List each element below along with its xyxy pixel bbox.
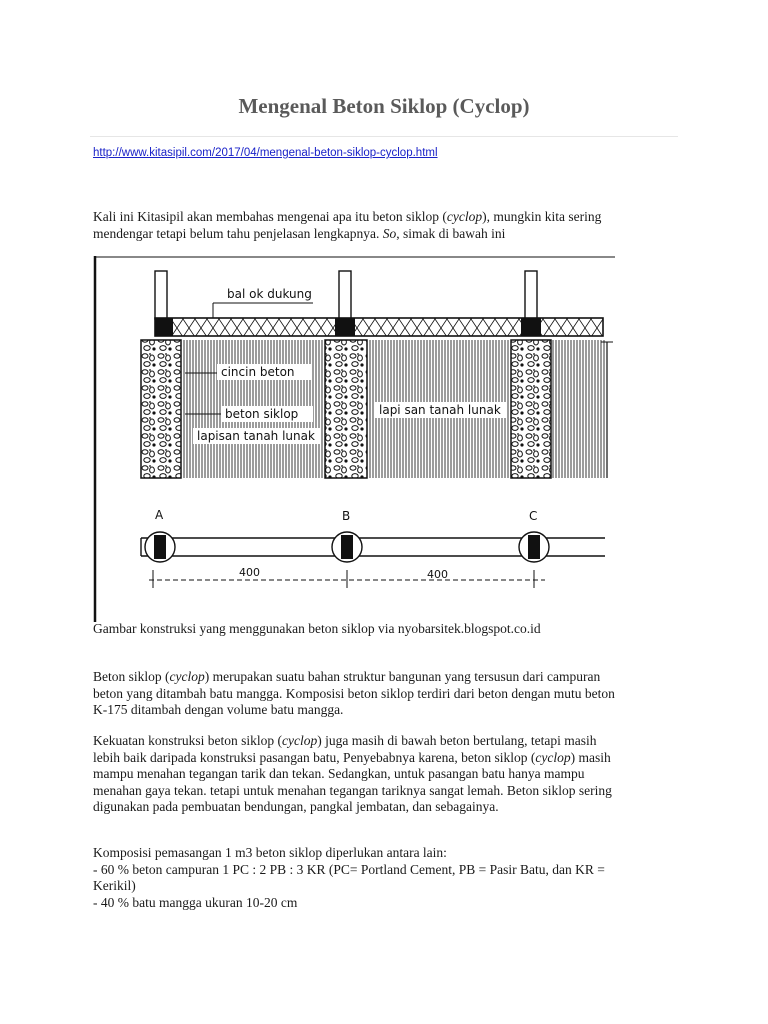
italic-term: cyclop	[169, 669, 205, 684]
label-cincin-beton: cincin beton	[221, 365, 295, 379]
label-point-a: A	[155, 508, 164, 522]
paragraph-text: ) masih	[570, 749, 611, 765]
construction-diagram	[93, 256, 617, 622]
label-beton-siklop: beton siklop	[225, 407, 299, 421]
label-lapisan-tanah-lunak-right: lapi san tanah lunak	[379, 403, 501, 417]
title-divider	[90, 136, 678, 137]
paragraph-text: Kekuatan konstruksi beton siklop (	[93, 733, 282, 748]
intro-text: Kali ini Kitasipil akan membahas mengenai apa itu beton siklop (	[93, 209, 447, 224]
support-posts	[155, 271, 537, 319]
composition-heading: Komposisi pemasangan 1 m3 beton siklop diperlukan antara lain:	[93, 845, 447, 860]
paragraph-text: mampu menahan tegangan tarik dan tekan. Sedangkan, untuk pasangan batu hanya mampu	[93, 766, 585, 781]
composition-list	[93, 862, 683, 912]
label-lapisan-tanah-lunak-left: lapisan tanah lunak	[197, 429, 315, 443]
italic-term: cyclop	[535, 749, 571, 765]
composition-section	[93, 845, 683, 911]
composition-item-text: - 40 % batu mangga ukuran 10-20 cm	[93, 894, 298, 910]
intro-text: mendengar tetapi belum tahu penjelasan lengkapnya.	[93, 225, 383, 241]
composition-item-text: Kerikil)	[93, 878, 136, 893]
intro-italic-term: So	[382, 225, 397, 241]
source-url-link[interactable]: http://www.kitasipil.com/2017/04/mengenal-beton-siklop-cyclop.html	[93, 147, 438, 159]
paragraph-text: lebih baik daripada konstruksi pasangan batu, Penyebabnya karena, beton siklop (	[93, 749, 536, 765]
paragraph-text: ) merupakan suatu bahan struktur bangunan yang tersusun dari campuran	[204, 669, 601, 684]
strength-paragraph	[93, 733, 683, 816]
composition-item-text: - 60 % beton campuran 1 PC : 2 PB : 3 KR (PC= Portland Cement, PB = Pasir Batu, dan KR =	[93, 861, 605, 877]
paragraph-text: beton yang ditambah batu mangga. Komposisi beton siklop terdiri dari beton dengan mutu beton	[93, 685, 615, 701]
label-point-b: B	[342, 509, 351, 523]
composition-item	[93, 895, 683, 912]
intro-italic-term: cyclop	[446, 209, 483, 224]
label-point-c: C	[529, 509, 538, 523]
label-dimension-1: 400	[239, 566, 260, 579]
article-title: Mengenal Beton Siklop (Cyclop)	[238, 94, 530, 118]
definition-paragraph	[93, 669, 683, 719]
intro-paragraph	[93, 209, 683, 242]
paragraph-text: menahan gaya tekan. tetapi untuk menahan tegangan tariknya sangat lemah. Beton siklop sering	[93, 782, 612, 798]
figure-caption: Gambar konstruksi yang menggunakan beton siklop via nyobarsitek.blogspot.co.id	[93, 621, 541, 636]
composition-item	[93, 862, 683, 895]
paragraph-text: ) juga masih di bawah beton bertulang, tetapi masih	[317, 733, 597, 748]
plan-view	[141, 508, 605, 588]
paragraph-text: K-175 ditambah dengan volume batu mangga.	[93, 702, 344, 717]
paragraph-text: digunakan pada pembuatan bendungan, pangkal jembatan, dan sebagainya.	[93, 799, 499, 814]
italic-term: cyclop	[281, 733, 318, 748]
label-balok-dukung: bal ok dukung	[227, 287, 312, 301]
intro-text: ), mungkin kita sering	[482, 209, 602, 224]
intro-text: , simak di bawah ini	[396, 225, 506, 241]
paragraph-text: Beton siklop (	[93, 669, 170, 684]
diagram-svg	[93, 256, 617, 622]
support-beam	[155, 318, 603, 336]
label-dimension-2: 400	[427, 568, 448, 581]
